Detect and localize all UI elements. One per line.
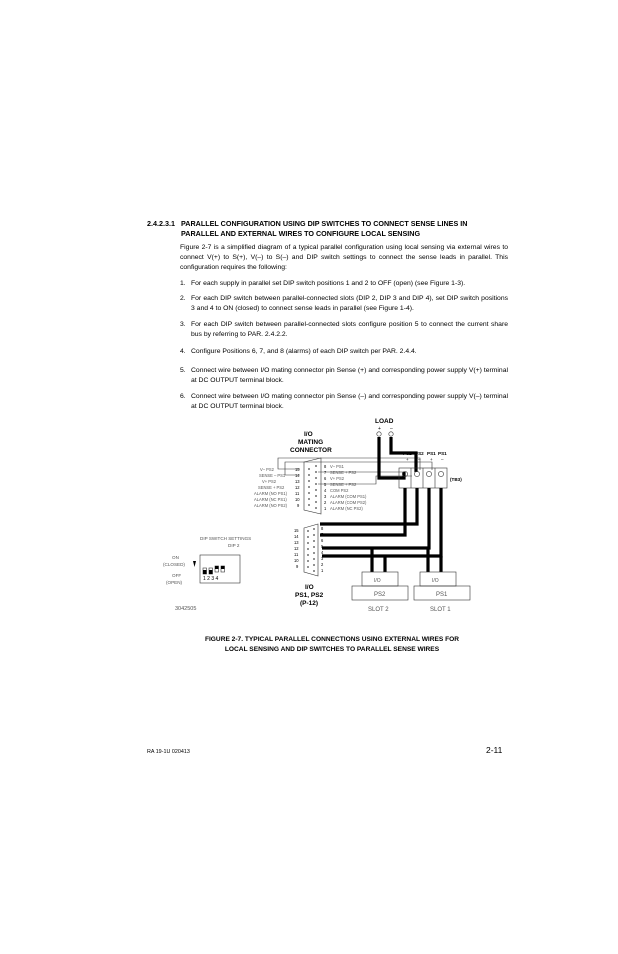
connector-title-3: CONNECTOR [290,447,332,454]
io-label-3: (P-12) [300,600,319,607]
step-number: 3. [180,321,186,328]
slot2-label: SLOT 2 [368,607,389,613]
upper-connector-pin-dots [308,465,317,509]
load-plus-sign: + [378,426,381,432]
pin-label: SENSE + PS2 [330,482,357,487]
upper-connector-left-pins [254,467,300,508]
page-number: 2-11 [486,745,503,755]
step-number: 1. [180,280,186,287]
ps2-io-label: I/O [374,578,381,584]
pin-number: 10 [295,497,300,502]
step-number: 5. [180,367,186,374]
step-text: For each DIP switch between parallel-connected slots (DIP 2, DIP 3 and DIP 4), set DIP switch positions 3 and 4 to ON (closed) to connect sense leads in parallel (see Figure 1-4). [191,295,508,312]
pin-label: ALARM (NC PS2) [330,506,363,511]
pin-number: 8 [324,464,327,469]
pin-label: SENSE – PS1 [259,473,286,478]
pin-label: V+ PS2 [262,479,276,484]
terminal-sign: – [418,457,421,462]
lower-connector [294,524,324,607]
pin-number: 10 [294,558,299,563]
figure-caption [147,635,517,654]
section-number: 2.4.2.3.1 [147,219,175,228]
pin-number: 7 [321,532,324,537]
section-title-line1: PARALLEL CONFIGURATION USING DIP SWITCHES TO CONNECT SENSE LINES IN [181,219,468,228]
pin-number: 1 [324,506,327,511]
pin-number: 11 [295,491,300,496]
pin-number: 12 [294,546,299,551]
io-label-1: I/O [305,584,314,591]
step-text: For each DIP switch between parallel-connected slots configure position 5 to connect the current share bus by referring to PAR. 2.4.2.2. [191,321,508,338]
pin-number: 15 [295,467,300,472]
pin-label: SENSE + PS2 [258,485,285,490]
dip-off-label-1: OFF [172,573,182,578]
pin-number: 13 [295,479,300,484]
ps1-label: PS1 [436,592,448,598]
section-title-line2: PARALLEL AND EXTERNAL WIRES TO CONFIGURE LOCAL SENSING [181,229,421,238]
pin-number: 3 [324,494,327,499]
pin-number: 9 [297,503,300,508]
terminal-label: PS2 [403,451,412,456]
pin-label: V– PS2 [260,467,274,472]
connector-title-2: MATING [298,439,324,446]
intro-paragraph: Figure 2-7 is a simplified diagram of a typical parallel configuration using local sensing via external wires to connect V(+) to S(+), V(–) to S(–) and DIP switch settings to connect the sense leads in parallel. This configuration requires the following: [180,244,508,271]
pin-number: 15 [294,528,299,533]
pin-number: 6 [324,476,327,481]
pin-number: 1 [321,568,324,573]
caption-line2: LOCAL SENSING AND DIP SWITCHES TO PARALLEL SENSE WIRES [224,645,440,653]
step-text: For each supply in parallel set DIP switch positions 1 and 2 to OFF (open) (see Figure 1-3). [191,280,466,287]
power-supply-ps2 [352,572,408,613]
connector-title-1: I/O [304,431,313,438]
slot1-label: SLOT 1 [430,607,451,613]
step-text: Connect wire between I/O mating connector pin Sense (+) and corresponding power supply V(+) terminal at DC OUTPUT terminal block. [191,367,508,384]
document-id: RA 19-1U 020413 [147,749,190,755]
pin-number: 8 [321,526,324,531]
pin-number: 4 [321,550,324,555]
pin-label: SENSE + PS2 [330,470,357,475]
dip-title-1: DIP SWITCH SETTINGS [200,536,252,541]
pin-label: ALARM (NO PS1) [254,491,287,496]
step-number: 4. [180,348,186,355]
terminal-sign: + [406,457,409,462]
upper-connector-right-pins [324,464,367,511]
caption-line1: FIGURE 2-7. TYPICAL PARALLEL CONNECTIONS USING EXTERNAL WIRES FOR [204,636,460,643]
pin-number: 7 [324,470,327,475]
pin-label: ALARM (NC PS1) [254,497,287,502]
drawing-number: 3042505 [175,606,197,612]
pin-number: 5 [321,544,324,549]
step-text: Configure Positions 6, 7, and 8 (alarms) of each DIP switch per PAR. 2.4.4. [191,348,417,355]
ps2-label: PS2 [374,592,386,598]
step-text: Connect wire between I/O mating connector pin Sense (–) and corresponding power supply V(–) terminal at DC OUTPUT terminal block. [191,393,508,410]
pin-number: 6 [321,538,324,543]
pin-number: 12 [295,485,300,490]
pin-label: ALARM (COM PS1) [330,494,367,499]
upper-connector-shell [304,458,321,514]
power-supply-ps1 [414,572,470,613]
pin-number: 3 [321,556,324,561]
pin-number: 13 [294,540,299,545]
dip-title-2: DIP 2 [228,543,240,548]
dip-on-label-2: (CLOSED) [163,562,185,567]
pin-label: V– PS1 [330,464,344,469]
dip-on-label-1: ON [172,555,179,560]
dip-positions: 1 2 3 4 [203,576,219,582]
pin-label: COM PS2 [330,488,349,493]
pin-number: 4 [324,488,327,493]
tb3-label: (TB3) [450,477,462,482]
pin-number: 5 [324,482,327,487]
load-label: LOAD [375,418,394,425]
terminal-label: PS1 [427,451,436,456]
step-number: 6. [180,393,186,400]
pin-number: 2 [324,500,327,505]
terminal-sign: + [430,457,433,462]
pin-number: 14 [295,473,300,478]
step-number: 2. [180,295,186,302]
ps1-io-label: I/O [432,578,439,584]
pin-number: 14 [294,534,299,539]
pin-number: 11 [294,552,299,557]
pin-label: ALARM (COM PS2) [330,500,367,505]
dip-switch-settings [163,536,251,585]
terminal-sign: – [441,457,444,462]
dip-off-label-2: (OPEN) [166,580,183,585]
io-label-2: PS1, PS2 [295,592,324,599]
pin-label: ALARM (NO PS2) [254,503,287,508]
pin-label: V+ PS2 [330,476,344,481]
terminal-label: PS1 [438,451,447,456]
load-terminal-minus [389,432,393,436]
terminal-block [399,451,462,488]
arrow-up-icon [193,561,196,567]
pin-number: 2 [321,562,324,567]
load-minus-sign: – [390,426,393,432]
pin-number: 9 [296,564,299,569]
terminal-label: PS2 [415,451,424,456]
load-terminal-plus [377,432,381,436]
